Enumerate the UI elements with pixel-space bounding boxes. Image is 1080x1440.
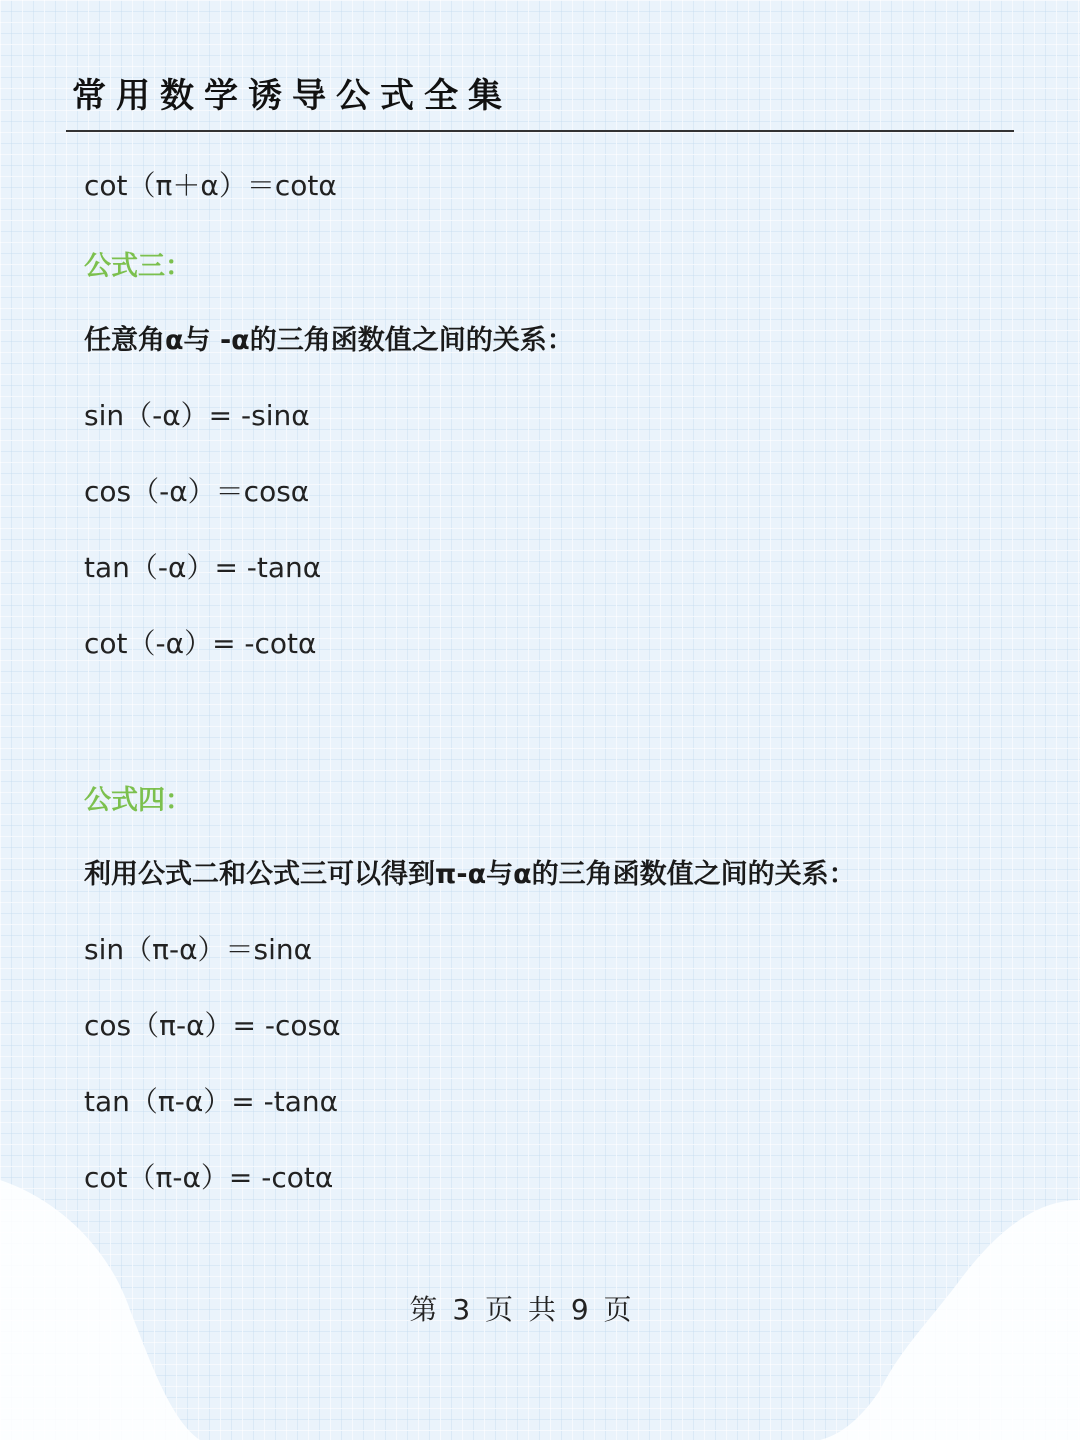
formula-cot-pi-minus-alpha: cot（π-α）= -cotα [84,1161,334,1194]
formula-cot-neg-alpha: cot（-α）= -cotα [84,627,317,660]
formula-sin-pi-minus-alpha: sin（π-α）＝sinα [84,933,313,966]
formula-cos-pi-minus-alpha: cos（π-α）= -cosα [84,1009,341,1042]
header-divider [66,130,1014,132]
formula-cot-pi-plus-alpha: cot（π＋α）＝cotα [84,169,337,202]
formula-cos-neg-alpha: cos（-α）＝cosα [84,475,310,508]
formula-tan-neg-alpha: tan（-α）= -tanα [84,551,322,584]
section-subtitle-formula-4: 利用公式二和公式三可以得到π-α与α的三角函数值之间的关系： [84,859,856,890]
section-heading-formula-4: 公式四： [84,785,192,816]
page-indicator: 第 3 页 共 9 页 [409,1293,635,1326]
section-heading-formula-3: 公式三： [84,251,192,282]
document-title: 常用数学诱导公式全集 [72,76,512,116]
formula-tan-pi-minus-alpha: tan（π-α）= -tanα [84,1085,339,1118]
formula-sin-neg-alpha: sin（-α）= -sinα [84,399,310,432]
section-subtitle-formula-3: 任意角α与 -α的三角函数值之间的关系： [84,325,574,356]
